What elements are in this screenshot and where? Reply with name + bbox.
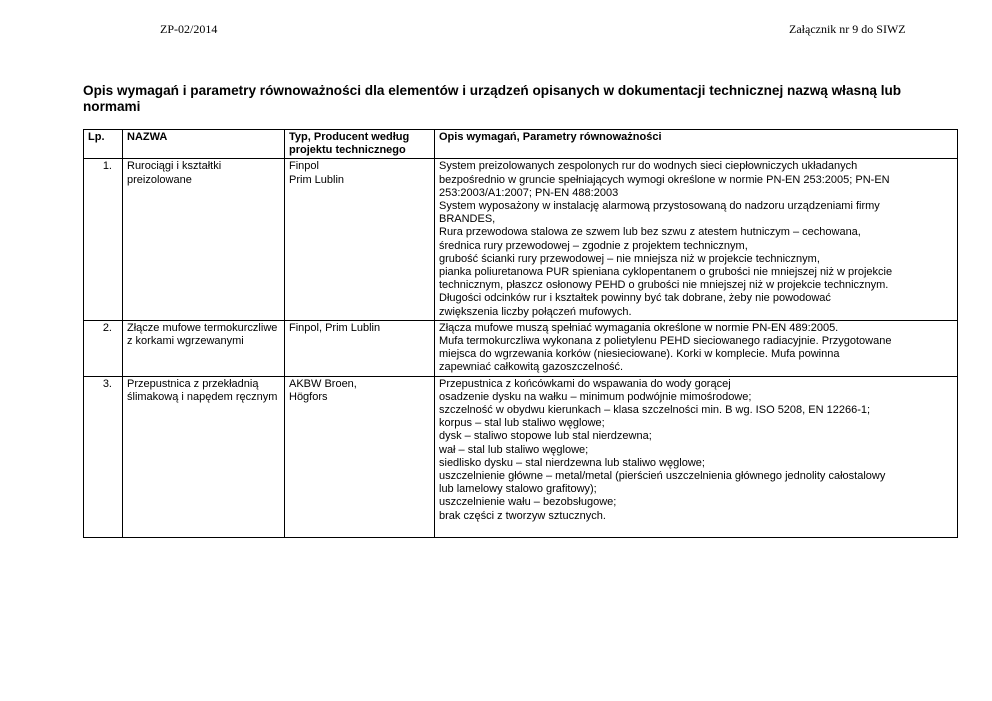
description-line: BRANDES,	[439, 213, 496, 226]
item-type	[285, 376, 435, 537]
description-line: brak części z tworzyw sztucznych.	[439, 509, 606, 522]
description-line: Rura przewodowa stalowa ze szwem lub bez szwu z atestem hutniczym – cechowana,	[439, 226, 861, 239]
description-line: Długości odcinków rur i kształtek powinny być tak dobrane, żeby nie powodować	[439, 292, 831, 305]
row-number: 2.	[84, 320, 123, 376]
type-line: Prim Lublin	[289, 173, 345, 186]
column-header-type: Typ, Producent według projektu technicznego	[285, 130, 435, 159]
row-number: 3.	[84, 376, 123, 537]
document-number: ZP-02/2014	[160, 22, 218, 36]
description-line: Przepustnica z końcówkami do wspawania do wody gorącej	[439, 377, 731, 390]
column-header-name: NAZWA	[123, 130, 285, 159]
description-line: bezpośrednio w gruncie spełniających wymogi określone w normie PN-EN 253:2005; PN-EN	[439, 173, 890, 186]
type-line: Finpol	[289, 160, 319, 173]
item-description	[435, 159, 958, 320]
description-line: Mufa termokurczliwa wykonana z polietylenu PEHD sieciowanego radiacyjnie. Przygotowane	[439, 335, 892, 348]
column-header-lp: Lp.	[84, 130, 123, 159]
requirements-table	[83, 129, 958, 538]
description-line: szczelność w obydwu kierunkach – klasa szczelności min. B wg. ISO 5208, EN 12266-1;	[439, 404, 871, 417]
column-header-description: Opis wymagań, Parametry równoważności	[435, 130, 958, 159]
description-line: zwiększenia liczby połączeń mufowych.	[439, 305, 632, 318]
description-line: wał – stal lub staliwo węglowe;	[439, 443, 589, 456]
table-row	[84, 320, 958, 376]
table-row	[84, 376, 958, 537]
type-line: Högfors	[289, 390, 328, 403]
description-line: System wyposażony w instalację alarmową przystosowaną do nadzoru urządzeniami firmy	[439, 200, 880, 213]
description-line: średnica rury przewodowej – zgodnie z projektem technicznym,	[439, 239, 748, 252]
description-line: System preizolowanych zespolonych rur do wodnych sieci ciepłowniczych układanych	[439, 160, 858, 173]
description-line: uszczelnienie wału – bezobsługowe;	[439, 496, 617, 509]
description-line: dysk – staliwo stopowe lub stal nierdzewna;	[439, 430, 652, 443]
description-line: zapewniać całkowitą gazoszczelność.	[439, 361, 624, 374]
description-line: osadzenie dysku na wałku – minimum podwójnie mimośrodowe;	[439, 390, 752, 403]
item-name: Złącze mufowe termokurczliwe z korkami wgrzewanymi	[123, 320, 285, 376]
item-type	[285, 159, 435, 320]
item-name: Rurociągi i kształtki preizolowane	[123, 159, 285, 320]
type-line: AKBW Broen,	[289, 377, 357, 390]
table-row	[84, 159, 958, 320]
description-line: uszczelnienie główne – metal/metal (pierścień uszczelnienia głównego jednolity całostalowy	[439, 470, 886, 483]
item-description	[435, 320, 958, 376]
description-line: pianka poliuretanowa PUR spieniana cyklopentanem o grubości nie mniejszej niż w projekcie	[439, 266, 893, 279]
description-line: lub lamelowy stalowo grafitowy);	[439, 483, 597, 496]
item-name: Przepustnica z przekładnią ślimakową i napędem ręcznym	[123, 376, 285, 537]
description-line: 253:2003/A1:2007; PN-EN 488:2003	[439, 186, 619, 199]
type-line: Finpol, Prim Lublin	[289, 321, 381, 334]
description-line: korpus – stal lub staliwo węglowe;	[439, 417, 605, 430]
table-header-row	[84, 130, 958, 159]
item-description	[435, 376, 958, 537]
attachment-label: Załącznik nr 9 do SIWZ	[789, 22, 906, 36]
page-title: Opis wymagań i parametry równoważności dla elementów i urządzeń opisanych w dokumentacji technicznej nazwą własną lub normami	[83, 83, 902, 114]
description-line: Złącza mufowe muszą spełniać wymagania określone w normie PN-EN 489:2005.	[439, 321, 839, 334]
row-number: 1.	[84, 159, 123, 320]
item-type	[285, 320, 435, 376]
description-line: miejsca do wgrzewania korków (niesieciowane). Korki w komplecie. Mufa powinna	[439, 348, 840, 361]
description-line: technicznym, płaszcz osłonowy PEHD o grubości nie mniejszej niż w projekcie technicznym.	[439, 279, 889, 292]
description-line: grubość ścianki rury przewodowej – nie mniejsza niż w projekcie technicznym,	[439, 252, 820, 265]
description-line: siedlisko dysku – stal nierdzewna lub staliwo węglowe;	[439, 456, 705, 469]
